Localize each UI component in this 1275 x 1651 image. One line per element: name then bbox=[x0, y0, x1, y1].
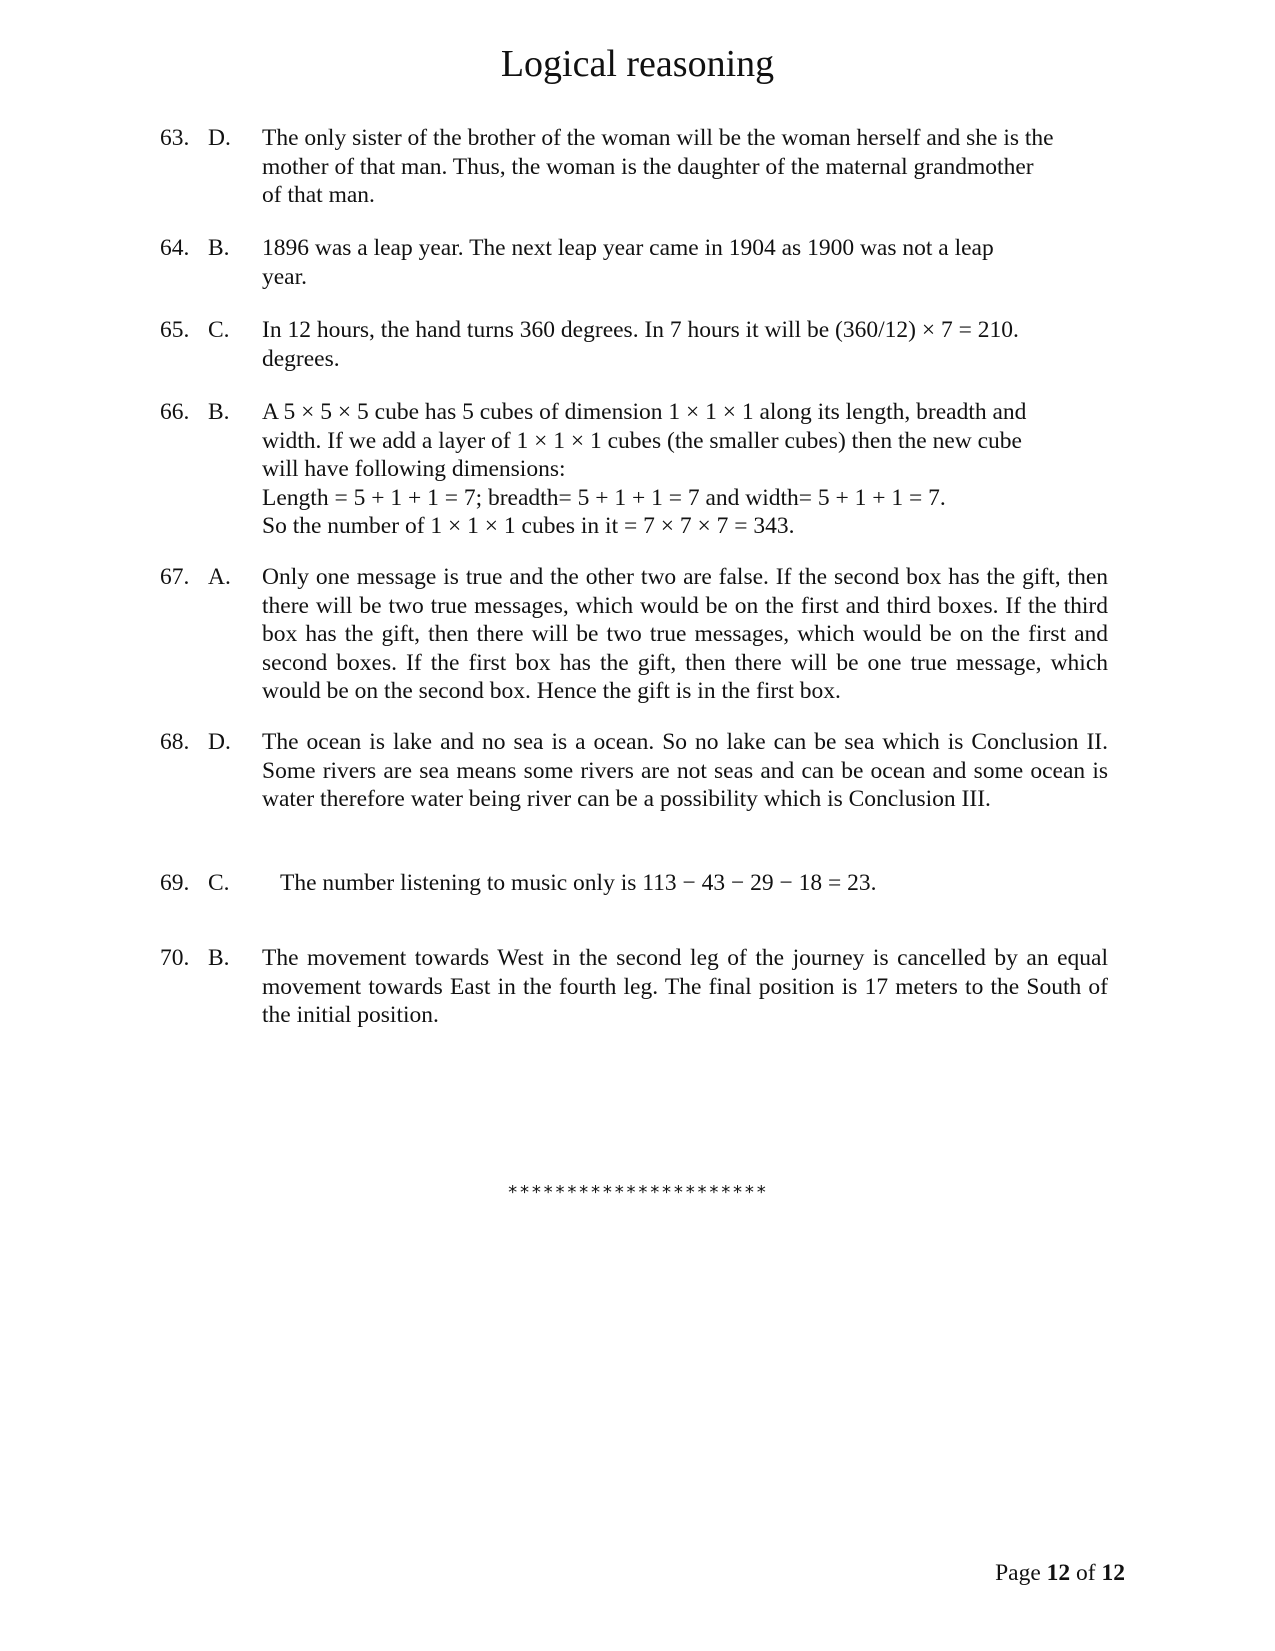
question-number: 65. bbox=[160, 317, 190, 343]
explanation-line: A 5 × 5 × 5 cube has 5 cubes of dimension 1 × 1 × 1 along its length, breadth and bbox=[262, 399, 1027, 425]
explanation-line: width. If we add a layer of 1 × 1 × 1 cubes (the smaller cubes) then the new cube bbox=[262, 427, 1022, 454]
question-number: 64. bbox=[160, 235, 190, 261]
current-page: 12 bbox=[1046, 1560, 1071, 1586]
answer-letter: C. bbox=[208, 317, 230, 343]
explanation-line: So the number of 1 × 1 × 1 cubes in it = 7 × 7 × 7 = 343. bbox=[262, 513, 795, 539]
end-separator: ********************** bbox=[507, 1182, 768, 1203]
page-footer bbox=[995, 1560, 1125, 1587]
explanation bbox=[262, 563, 1108, 706]
total-pages: 12 bbox=[1101, 1560, 1125, 1586]
explanation-paragraph: Only one message is true and the other two are false. If the second box has the gift, then there will be two true messages, which would be on the first and third boxes. If the third box has the gift, then there will be two true messages, which would be on the first and second boxes. If the first box has the gift, then there will be one true message, which would be on the second box. Hence the gift is in the first box. bbox=[262, 564, 1108, 704]
explanation-line: year. bbox=[262, 263, 308, 290]
explanation-paragraph: The movement towards West in the second leg of the journey is cancelled by an equal movement towards East in the fourth leg. The final position is 17 meters to the South of the initial position. bbox=[262, 945, 1108, 1028]
explanation-line: Length = 5 + 1 + 1 = 7; breadth= 5 + 1 + 1 = 7 and width= 5 + 1 + 1 = 7. bbox=[262, 484, 946, 511]
explanation bbox=[262, 728, 1108, 814]
explanation bbox=[262, 316, 1108, 373]
answer-letter: B. bbox=[208, 235, 230, 261]
explanation-line: The number listening to music only is 113 − 43 − 29 − 18 = 23. bbox=[280, 870, 877, 896]
page-title: Logical reasoning bbox=[500, 43, 775, 85]
answer-item-69 bbox=[160, 869, 1110, 898]
explanation-line: of that man. bbox=[262, 182, 375, 208]
explanation-line: The only sister of the brother of the woman will be the woman herself and she is the bbox=[262, 125, 1054, 151]
question-number: 66. bbox=[160, 399, 190, 425]
answer-letter: D. bbox=[208, 729, 231, 755]
explanation-line: In 12 hours, the hand turns 360 degrees. In 7 hours it will be (360/12) × 7 = 210. bbox=[262, 317, 1019, 343]
explanation bbox=[262, 234, 1108, 291]
answer-letter: B. bbox=[208, 399, 230, 425]
answer-item-64 bbox=[160, 234, 1110, 291]
explanation bbox=[262, 944, 1108, 1030]
page-label: Page bbox=[995, 1560, 1041, 1586]
answer-letter: C. bbox=[208, 870, 230, 896]
explanation bbox=[262, 124, 1108, 210]
answer-item-65 bbox=[160, 316, 1110, 373]
explanation-line: degrees. bbox=[262, 345, 340, 372]
explanation bbox=[280, 869, 1126, 898]
answer-item-67 bbox=[160, 563, 1110, 706]
explanation bbox=[262, 398, 1108, 541]
question-number: 67. bbox=[160, 564, 190, 590]
question-number: 70. bbox=[160, 945, 190, 971]
question-number: 68. bbox=[160, 729, 190, 755]
explanation-line: will have following dimensions: bbox=[262, 456, 566, 482]
question-number: 63. bbox=[160, 125, 190, 151]
of-label: of bbox=[1076, 1560, 1096, 1586]
answer-letter: A. bbox=[208, 564, 231, 590]
explanation-line: mother of that man. Thus, the woman is the daughter of the maternal grandmother bbox=[262, 153, 1034, 180]
answer-item-70 bbox=[160, 944, 1110, 1030]
answer-item-68 bbox=[160, 728, 1110, 814]
answer-item-63 bbox=[160, 124, 1110, 210]
answer-item-66 bbox=[160, 398, 1110, 541]
question-number: 69. bbox=[160, 870, 190, 896]
explanation-line: 1896 was a leap year. The next leap year came in 1904 as 1900 was not a leap bbox=[262, 235, 994, 261]
explanation-paragraph: The ocean is lake and no sea is a ocean. So no lake can be sea which is Conclusion II. Some rivers are sea means some rivers are not seas and can be ocean and some ocean is water therefore water being river can be a possibility which is Conclusion III. bbox=[262, 729, 1108, 812]
answer-letter: B. bbox=[208, 945, 230, 971]
answer-letter: D. bbox=[208, 125, 231, 151]
